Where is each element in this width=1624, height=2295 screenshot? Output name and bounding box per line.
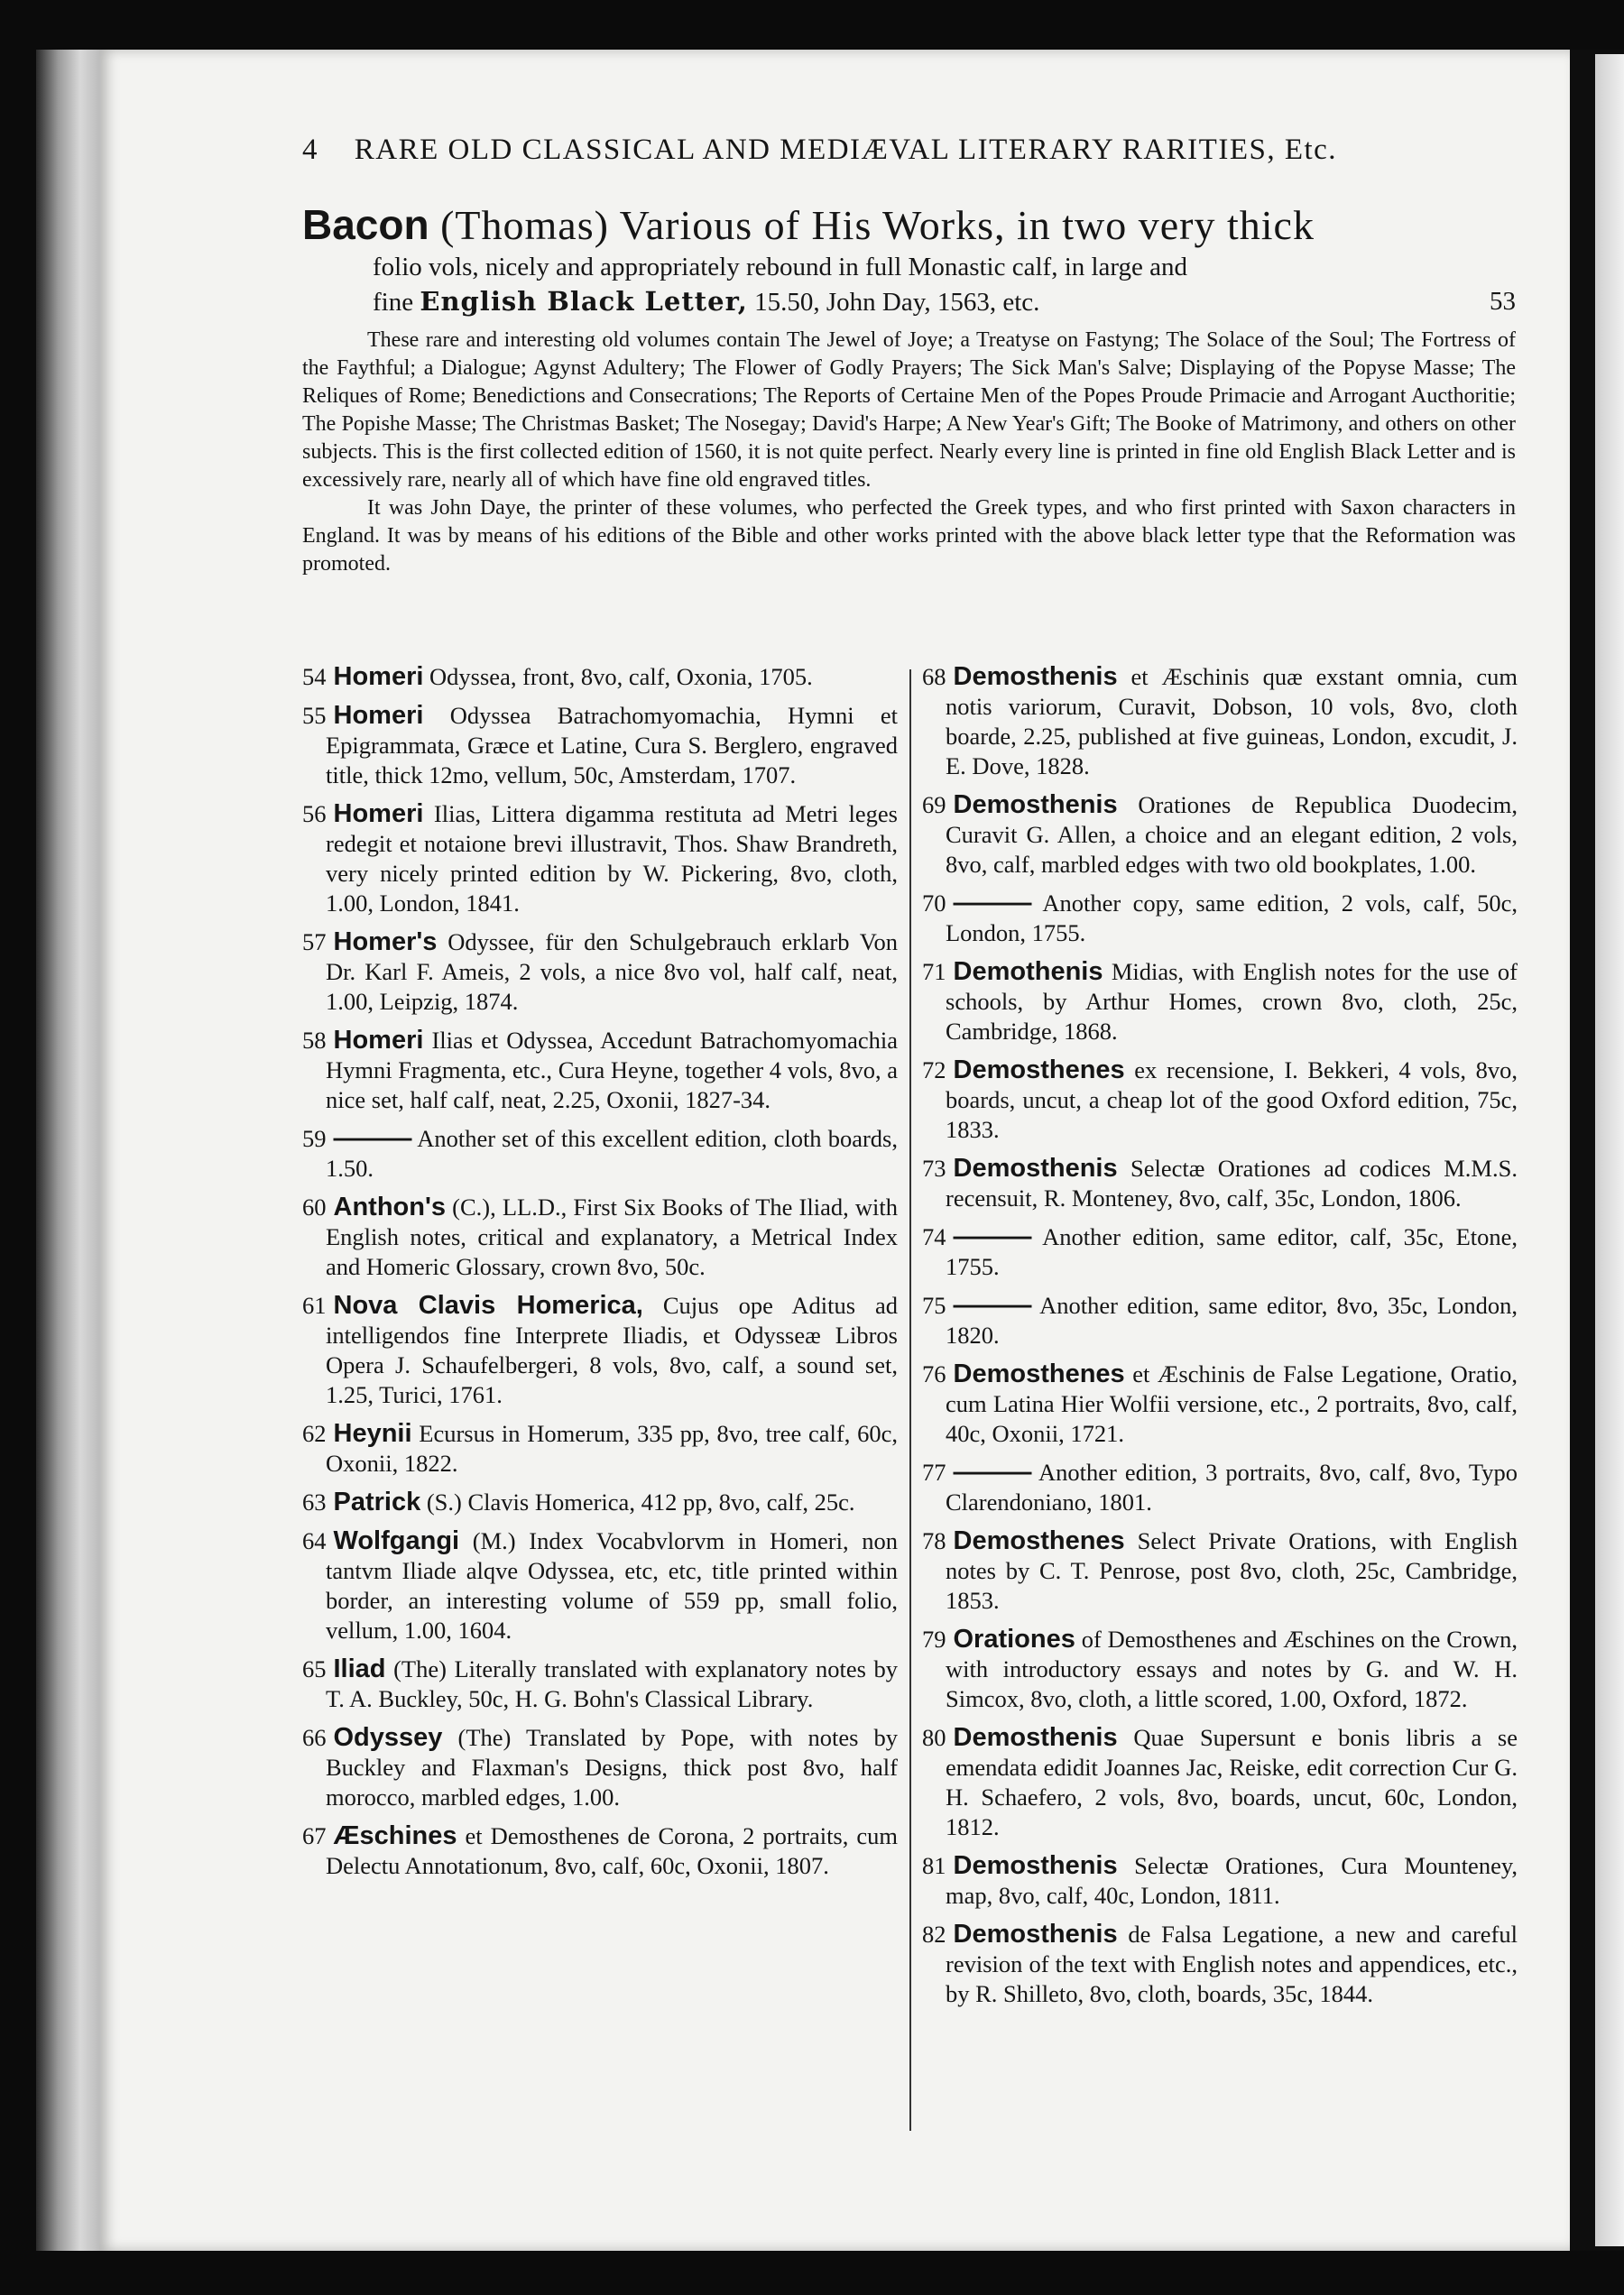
catalog-entry (922, 1458, 1518, 1517)
entry-number: 59 (302, 1125, 327, 1152)
lead-entry-number: 53 (1490, 287, 1516, 316)
catalog-entry (922, 1625, 1518, 1714)
catalog-entry (302, 1124, 898, 1184)
entry-text: Select Private Orations, with English notes by C. T. Penrose, post 8vo, cloth, 25c, Cambridge, 1853. (946, 1527, 1518, 1614)
catalog-entry (302, 701, 898, 790)
catalog-entry (302, 1026, 898, 1115)
entry-text: (C.), LL.D., First Six Books of The Iliad, with English notes, critical and explanatory, a Metrical Index and Homeric Glossary, crown 8vo, 50c. (326, 1194, 898, 1280)
lead-entry-title (302, 200, 1516, 250)
entry-text: Quae Supersunt e bonis libris a se emendata edidit Joannes Jac, Reiske, edit correction Cur G. H. Schaefero, 2 vols, 8vo, boards, uncut, 60c, London, 1812. (946, 1724, 1518, 1840)
entry-number: 75 (922, 1292, 946, 1319)
entry-text: ex recensione, I. Bekkeri, 4 vols, 8vo, boards, uncut, a cheap lot of the good Oxford edition, 75c, 1833. (946, 1056, 1518, 1143)
entry-text: Another edition, same editor, 8vo, 35c, London, 1820. (946, 1292, 1518, 1349)
entry-headword: Wolfgangi (333, 1526, 460, 1555)
entry-headword: Homer's (333, 927, 438, 956)
entry-text: et Æschinis quæ exstant omnia, cum notis variorum, Curavit, Dobson, 10 vols, 8vo, cloth boarde, 2.25, published at five guineas, London, excudit, J. E. Dove, 1828. (946, 663, 1518, 779)
catalog-entry (302, 662, 898, 692)
entry-number: 72 (922, 1056, 946, 1083)
entry-text: Ecursus in Homerum, 335 pp, 8vo, tree calf, 60c, Oxonii, 1822. (326, 1420, 898, 1477)
entry-headword: Iliad (333, 1654, 386, 1683)
entry-headword: Æschines (333, 1821, 457, 1850)
entry-headword: Orationes (953, 1625, 1075, 1654)
entry-headword: Demosthenis (953, 1154, 1118, 1183)
entry-headword: Homeri (333, 1026, 424, 1055)
entry-text: Ilias, Littera digamma restituta ad Metri leges redegit et notaione brevi illustravit, Thos. Shaw Brandreth, very nicely printed edition by W. Pickering, 8vo, cloth, 1.00, London, 1841. (326, 800, 898, 917)
catalog-entry (922, 790, 1518, 880)
entry-number: 73 (922, 1155, 946, 1182)
entry-headword: ——— (953, 889, 1032, 917)
entry-headword: Homeri (333, 662, 424, 691)
entry-number: 64 (302, 1527, 327, 1554)
catalog-entry (922, 1222, 1518, 1282)
entry-headword: Nova Clavis Homerica, (333, 1291, 643, 1320)
entry-headword: Homeri (333, 701, 424, 730)
catalog-entry (922, 1920, 1518, 2009)
entry-text: Ilias et Odyssea, Accedunt Batrachomyomachia Hymni Fragmenta, etc., Cura Heyne, together 4 vols, 8vo, a nice set, half calf, neat, 2.25, Oxonii, 1827-34. (326, 1027, 898, 1113)
entry-number: 79 (922, 1626, 946, 1653)
entry-text: Odyssee, für den Schulgebrauch erklarb Von Dr. Karl F. Ameis, 2 vols, a nice 8vo vol, half calf, neat, 1.00, Leipzig, 1874. (326, 928, 898, 1015)
entry-number: 58 (302, 1027, 327, 1054)
entry-text: Orationes de Republica Duodecim, Curavit G. Allen, a choice and an elegant edition, 2 vols, 8vo, calf, marbled edges with two old bookplates, 1.00. (946, 791, 1518, 878)
entry-number: 78 (922, 1527, 946, 1554)
entry-headword: ——— (953, 1458, 1032, 1487)
catalog-entry (922, 889, 1518, 948)
catalog-entry (922, 1851, 1518, 1911)
entry-number: 69 (922, 791, 946, 818)
lead-line-3-prefix: fine (373, 288, 414, 317)
catalog-entry (922, 1359, 1518, 1449)
entry-number: 54 (302, 663, 327, 690)
entry-headword: ——— (333, 1124, 412, 1153)
entry-headword: Demosthenis (953, 1723, 1118, 1752)
lead-line-3 (373, 284, 1516, 319)
entry-text: Cujus ope Aditus ad intelligendos fine Interprete Iliadis, et Odysseæ Libros Opera J. Schaufelbergeri, 8 vols, 8vo, calf, a sound set, 1.25, Turici, 1761. (326, 1292, 899, 1408)
entry-number: 61 (302, 1292, 327, 1319)
entry-number: 60 (302, 1194, 327, 1221)
lead-headword: Bacon (302, 201, 429, 248)
left-column (302, 662, 898, 1890)
entry-number: 77 (922, 1459, 946, 1486)
catalog-entry (302, 927, 898, 1017)
entry-text: Odyssea Batrachomyomachia, Hymni et Epigrammata, Græce et Latine, Cura S. Berglero, engraved title, thick 12mo, vellum, 50c, Amsterdam, 1707. (326, 702, 899, 788)
entry-number: 80 (922, 1724, 946, 1751)
entry-text: (The) Translated by Pope, with notes by Buckley and Flaxman's Designs, thick post 8vo, half morocco, marbled edges, 1.00. (326, 1724, 899, 1811)
catalog-entry (922, 1723, 1518, 1842)
entry-headword: Demosthenis (953, 790, 1118, 819)
entry-text: Selectæ Orationes, Cura Mounteney, map, 8vo, calf, 40c, London, 1811. (946, 1852, 1518, 1909)
entry-text: (The) Literally translated with explanatory notes by T. A. Buckley, 50c, H. G. Bohn's Classical Library. (326, 1655, 899, 1712)
entry-text: Selectæ Orationes ad codices M.M.S. recensuit, R. Monteney, 8vo, calf, 35c, London, 1806. (946, 1155, 1518, 1212)
entry-headword: Demosthenis (953, 662, 1118, 691)
lead-title-rest: (Thomas) Various of His Works, in two very thick (440, 202, 1315, 248)
entry-number: 66 (302, 1724, 327, 1751)
next-page-edge (1595, 54, 1624, 2246)
running-head (302, 134, 1511, 167)
entry-text: of Demosthenes and Æschines on the Crown, with introductory essays and notes by G. and W. H. Simcox, 8vo, cloth, a little scored, 1.00, Oxford, 1872. (946, 1626, 1518, 1712)
catalog-entry (302, 1419, 898, 1479)
entry-text: Another set of this excellent edition, cloth boards, 1.50. (326, 1125, 898, 1182)
catalog-entry (302, 1291, 898, 1410)
entry-number: 65 (302, 1655, 327, 1682)
catalog-entry (302, 1488, 898, 1517)
entry-number: 81 (922, 1852, 946, 1879)
catalog-entry (922, 1154, 1518, 1213)
lead-description-2: It was John Daye, the printer of these volumes, who perfected the Greek types, and who first printed with Saxon characters in England. It was by means of his editions of the Bible and other works printed with the above black letter type that the Reformation was promoted. (302, 496, 1516, 576)
entry-headword: Heynii (333, 1419, 412, 1448)
entry-text: et Æschinis de False Legatione, Oratio, cum Latina Hier Wolfii versione, etc., 2 portraits, 8vo, calf, 40c, Oxonii, 1721. (946, 1360, 1518, 1447)
entry-headword: Demosthenes (953, 1526, 1125, 1555)
catalog-entry (922, 662, 1518, 781)
entry-headword: Demothenis (953, 957, 1103, 986)
entry-text: Another copy, same edition, 2 vols, calf, 50c, London, 1755. (946, 889, 1518, 946)
entry-text: Midias, with English notes for the use of schools, by Arthur Homes, crown 8vo, cloth, 25c, Cambridge, 1868. (946, 958, 1518, 1045)
entry-number: 76 (922, 1360, 946, 1387)
entry-number: 55 (302, 702, 327, 729)
entry-number: 62 (302, 1420, 327, 1447)
lead-description-1: These rare and interesting old volumes contain The Jewel of Joye; a Treatyse on Fastyng; The Solace of the Soul; The Fortress of the Faythful; a Dialogue; Agynst Adultery; The Flower of Godly Prayers; The Sick Man's Salve; Displaying of the Popyse Masse; The Reliques of Rome; Benedictions and Consecrations; The Reports of Certaine Men of the Popes Proude Primacie and Arrogant Aucthoritie; The Popishe Masse; The Christmas Basket; The Nosegay; David's Harpe; A New Year's Gift; The Booke of Matrimony, and others on other subjects. This is the first collected edition of 1560, it is not quite perfect. Nearly every line is printed in fine old English Black Letter and is excessively rare, nearly all of which have fine old engraved titles. (302, 328, 1516, 492)
entry-number: 82 (922, 1921, 946, 1948)
entry-headword: Odyssey (333, 1723, 443, 1752)
catalog-entry (302, 1821, 898, 1881)
lead-line-3-rest: 15.50, John Day, 1563, etc. (754, 288, 1040, 317)
catalog-entry (922, 1526, 1518, 1616)
entry-number: 68 (922, 663, 946, 690)
right-column (922, 662, 1518, 2018)
running-head-title: RARE OLD CLASSICAL AND MEDIÆVAL LITERARY RARITIES, Etc. (354, 134, 1338, 166)
catalog-entry (922, 957, 1518, 1046)
entry-number: 57 (302, 928, 327, 955)
entry-headword: ——— (953, 1291, 1032, 1320)
entry-headword: Anthon's (333, 1193, 446, 1221)
entry-number: 70 (922, 889, 946, 917)
entry-text: de Falsa Legatione, a new and careful revision of the text with English notes and appendices, etc., by R. Shilleto, 8vo, cloth, boards, 35c, 1844. (946, 1921, 1518, 2007)
entry-headword: Demosthenes (953, 1055, 1125, 1084)
entry-text: (S.) Clavis Homerica, 412 pp, 8vo, calf, 25c. (426, 1489, 855, 1516)
entry-text: Another edition, same editor, calf, 35c, Etone, 1755. (946, 1223, 1518, 1280)
entry-headword: ——— (953, 1222, 1032, 1251)
entry-number: 63 (302, 1489, 327, 1516)
entry-headword: Demosthenis (953, 1920, 1118, 1949)
scan-left-edge (36, 50, 99, 2251)
catalog-entry (302, 1654, 898, 1714)
lead-entry (302, 200, 1516, 578)
page-number: 4 (302, 134, 318, 166)
entry-headword: Demosthenes (953, 1359, 1125, 1388)
black-letter-phrase: English Black Letter, (420, 286, 748, 317)
catalog-entry (302, 1193, 898, 1282)
catalog-entry (922, 1291, 1518, 1350)
catalog-entry (302, 1723, 898, 1812)
entry-text: (M.) Index Vocabvlorvm in Homeri, non tantvm Iliade alqve Odyssea, etc, etc, title printed within border, an interesting volume of 559 pp, small folio, vellum, 1.00, 1604. (326, 1527, 899, 1644)
entry-number: 71 (922, 958, 946, 985)
entry-number: 67 (302, 1822, 327, 1849)
catalog-entry (302, 799, 898, 918)
catalog-entry (302, 1526, 898, 1645)
lead-line-2: folio vols, nicely and appropriately rebound in full Monastic calf, in large and (373, 253, 1188, 281)
entry-headword: Demosthenis (953, 1851, 1118, 1880)
catalog-entry (922, 1055, 1518, 1145)
entry-headword: Patrick (333, 1488, 421, 1516)
entry-number: 56 (302, 800, 327, 827)
entry-headword: Homeri (333, 799, 424, 828)
entry-text: et Demosthenes de Corona, 2 portraits, cum Delectu Annotationum, 8vo, calf, 60c, Oxonii, 1807. (326, 1822, 899, 1879)
entry-number: 74 (922, 1223, 946, 1250)
entry-text: Odyssea, front, 8vo, calf, Oxonia, 1705. (429, 663, 813, 690)
column-divider (909, 669, 911, 2131)
entry-text: Another edition, 3 portraits, 8vo, calf, 8vo, Typo Clarendoniano, 1801. (946, 1459, 1518, 1516)
